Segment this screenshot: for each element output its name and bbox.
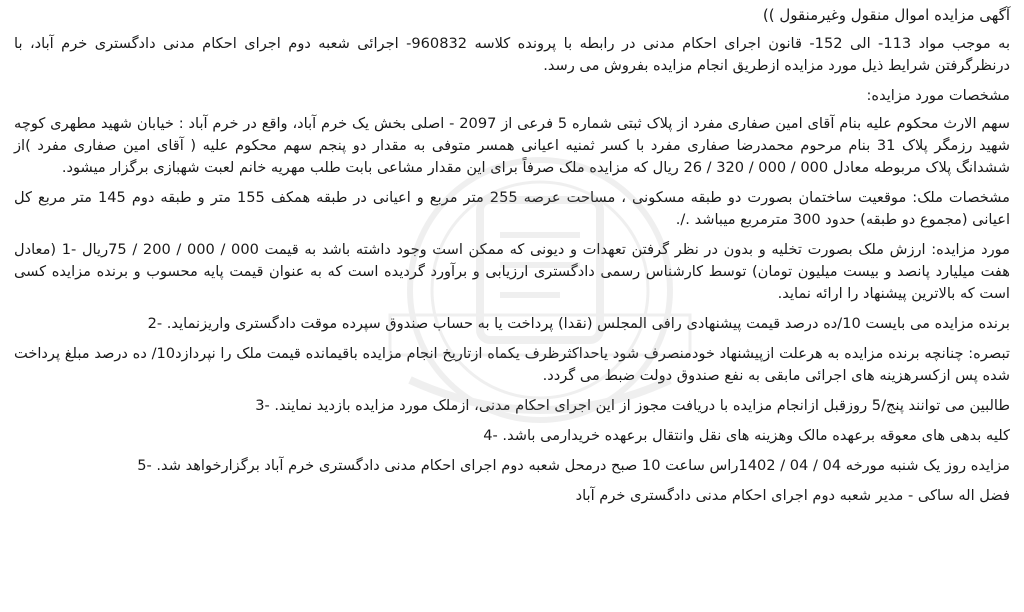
- intro-paragraph: به موجب مواد 113- الی 152- قانون اجرای احکام مدنی در رابطه با پرونده کلاسه 960832- اجرائی شعبه دوم اجرای احکام مدنی دادگستری خرم آباد، با درنظرگرفتن شرایط ذیل مورد مزایده ازطریق انجام مزایده بفروش می رسد.: [14, 35, 1011, 74]
- notice-title: آگهی مزایده اموال منقول وغیرمنقول )): [762, 6, 1010, 24]
- condition-item-1: مورد مزایده: ارزش ملک بصورت تخلیه و بدون در نظر گرفتن تعهدات و دیونی که ممکن است وجود داشته باشد به قیمت 000 / 000 / 200 / 75ریال -1 (معادل هفت میلیارد پانصد و بیست میلیون تومان) توسط کارشناس رسمی دادگستری ارزیابی و برآورد گردیده است که به عنوان قیمت پایه محسوب و برنده مزایده کسی است که بالاترین پیشنهاد را ارائه نماید.: [14, 241, 1010, 302]
- condition-item-5: مزایده روز یک شنبه مورخه 04 / 04 / 1402راس ساعت 10 صبح درمحل شعبه دوم اجرای احکام مدنی دادگستری خرم آباد برگزارخواهد شد. -5: [137, 457, 1010, 474]
- property-heading: مشخصات مورد مزایده:: [866, 87, 1010, 104]
- property-description: سهم الارث محکوم علیه بنام آقای امین صفاری مفرد از پلاک ثبتی شماره 5 فرعی از 2097 - اصلی بخش یک خرم آباد، واقع در خرم آباد : خیابان شهید مطهری کوچه شهید رزمگر پلاک 31 بنام مرحوم محمدرضا صفاری مفرد با کسر ثمنیه اعیانی همسر متوفی به مقدار دو پنجم سهم محکوم علیه ( آقای امین صفاری مفرد )از ششدانگ پلاک مربوطه معادل 000 / 000 / 320 / 26 ریال که مزایده ملک صرفاً برای این مقدار مشاعی بابت طلب مهریه خانم لعبت شهبازی برگزار میشود.: [14, 115, 1011, 176]
- property-specifications: مشخصات ملک: موقعیت ساختمان بصورت دو طبقه مسکونی ، مساحت عرصه 255 متر مربع و اعیانی در طبقه همکف 155 متر و طبقه دوم 145 متر مربع کل اعیانی (مجموع دو طبقه) حدود 300 مترمربع میباشد ./.: [14, 189, 1011, 228]
- condition-item-4: کلیه بدهی های معوقه برعهده مالک وهزینه های نقل وانتقال برعهده خریدارمی باشد. -4: [483, 427, 1010, 444]
- condition-item-2: برنده مزایده می بایست 10/ده درصد قیمت پیشنهادی رافی المجلس (نقدا) پرداخت یا به حساب صندوق سپرده موقت دادگستری واریزنماید. -2: [147, 315, 1010, 332]
- condition-item-3: طالبین می توانند پنج/5 روزقبل ازانجام مزایده با دریافت مجوز از این اجرای احکام مدنی، ازملک مورد مزایده بازدید نمایند. -3: [255, 397, 1010, 414]
- condition-note: تبصره: چنانچه برنده مزایده به هرعلت ازپیشنهاد خودمنصرف شود یاحداکثرظرف یکماه ازتاریخ انجام مزایده باقیمانده قیمت ملک را نپردازد10/ ده درصد مبلغ پرداخت شده پس ازکسرهزینه های اجرائی مابقی به نفع صندوق دولت ضبط می گردد.: [14, 345, 1010, 384]
- signature-line: فضل اله ساکی - مدیر شعبه دوم اجرای احکام مدنی دادگستری خرم آباد: [575, 487, 1010, 504]
